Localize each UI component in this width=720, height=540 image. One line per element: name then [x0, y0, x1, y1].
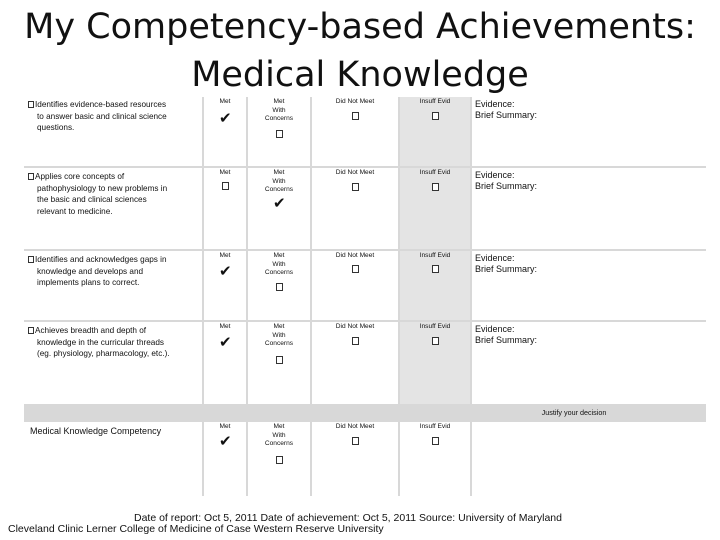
- met-with-concerns-header: Met With Concerns: [264, 423, 294, 448]
- row-4-description: Achieves breadth and depth of knowledge in the curricular threads (eg. physiology, pharmacology, etc.).: [28, 325, 204, 360]
- brief-summary-label: Brief Summary:: [475, 264, 538, 274]
- checkbox-empty[interactable]: [352, 183, 359, 191]
- checkmark-icon: ✔: [219, 109, 232, 127]
- competency-met-with-concerns-cell[interactable]: [248, 422, 310, 496]
- checkbox-empty[interactable]: [352, 437, 359, 445]
- insuff-evid-header: Insuff Evid: [419, 169, 451, 176]
- met-with-concerns-header: Met With Concerns: [264, 252, 294, 277]
- evidence-label: Evidence:: [475, 324, 515, 334]
- checkbox-empty[interactable]: [276, 456, 283, 464]
- checkbox-empty[interactable]: [276, 130, 283, 138]
- did-not-meet-header: Did Not Meet: [335, 423, 375, 430]
- insuff-evid-header: Insuff Evid: [419, 323, 451, 330]
- row-3-did-not-meet-cell[interactable]: [312, 251, 398, 320]
- row-1-met-cell[interactable]: [204, 97, 246, 166]
- report-footer-line-1: Date of report: Oct 5, 2011 Date of achievement: Oct 5, 2011 Source: University of Maryland: [134, 512, 562, 524]
- did-not-meet-header: Did Not Meet: [335, 98, 375, 105]
- page-title-line-1: My Competency-based Achievements:: [24, 7, 696, 47]
- met-header: Met: [219, 169, 231, 176]
- row-3-description-cell: [24, 251, 202, 320]
- met-header: Met: [219, 423, 231, 430]
- page-title-line-2: Medical Knowledge: [191, 55, 529, 95]
- checkbox-empty[interactable]: [432, 337, 439, 345]
- row-4-insuff-evid-cell[interactable]: [400, 322, 470, 404]
- row-4-met-cell[interactable]: [204, 322, 246, 404]
- met-header: Met: [219, 98, 231, 105]
- insuff-evid-header: Insuff Evid: [419, 423, 451, 430]
- row-3-insuff-evid-cell[interactable]: [400, 251, 470, 320]
- row-3-description: Identifies and acknowledges gaps in knowledge and develops and implements plans to correct.: [28, 254, 200, 289]
- checkmark-icon: ✔: [219, 262, 232, 280]
- met-with-concerns-header: Met With Concerns: [264, 98, 294, 123]
- bullet-icon: [28, 101, 34, 108]
- row-3-evidence-cell[interactable]: [472, 251, 706, 320]
- competency-label-cell: [24, 422, 202, 496]
- row-1-did-not-meet-cell[interactable]: [312, 97, 398, 166]
- row-4-did-not-meet-cell[interactable]: [312, 322, 398, 404]
- evidence-label: Evidence:: [475, 170, 515, 180]
- competency-met-cell[interactable]: [204, 422, 246, 496]
- checkbox-empty[interactable]: [352, 112, 359, 120]
- checkbox-empty[interactable]: [432, 265, 439, 273]
- checkbox-empty[interactable]: [222, 182, 229, 190]
- met-header: Met: [219, 323, 231, 330]
- evidence-label: Evidence:: [475, 253, 515, 263]
- report-footer-line-2: Cleveland Clinic Lerner College of Medicine of Case Western Reserve University: [8, 523, 384, 535]
- checkmark-icon: ✔: [219, 333, 232, 351]
- bullet-icon: [28, 256, 34, 263]
- checkmark-icon: ✔: [219, 432, 232, 450]
- row-4-met-with-concerns-cell[interactable]: [248, 322, 310, 404]
- row-3-met-cell[interactable]: [204, 251, 246, 320]
- row-2-description: Applies core concepts of pathophysiology to new problems in the basic and clinical sciences relevant to medicine.: [28, 171, 200, 217]
- row-1-description-cell: [24, 97, 202, 166]
- row-4-description-cell: [24, 322, 202, 404]
- brief-summary-label: Brief Summary:: [475, 335, 538, 345]
- row-2-description-cell: [24, 168, 202, 249]
- insuff-evid-header: Insuff Evid: [419, 252, 451, 259]
- competency-insuff-evid-cell[interactable]: [400, 422, 470, 496]
- checkmark-icon: ✔: [273, 194, 286, 212]
- did-not-meet-header: Did Not Meet: [335, 169, 375, 176]
- row-2-met-cell[interactable]: [204, 168, 246, 249]
- checkbox-empty[interactable]: [352, 337, 359, 345]
- checkbox-empty[interactable]: [432, 183, 439, 191]
- row-1-met-with-concerns-cell[interactable]: [248, 97, 310, 166]
- competency-did-not-meet-cell[interactable]: [312, 422, 398, 496]
- bullet-icon: [28, 173, 34, 180]
- competency-justification-cell[interactable]: [472, 422, 706, 496]
- row-2-met-with-concerns-cell[interactable]: [248, 168, 310, 249]
- bullet-icon: [28, 327, 34, 334]
- brief-summary-label: Brief Summary:: [475, 110, 538, 120]
- justify-decision-label: Justify your decision: [541, 408, 607, 417]
- row-1-description: Identifies evidence-based resources to answer basic and clinical science questions.: [28, 99, 200, 134]
- row-2-evidence-cell[interactable]: [472, 168, 706, 249]
- row-2-insuff-evid-cell[interactable]: [400, 168, 470, 249]
- did-not-meet-header: Did Not Meet: [335, 323, 375, 330]
- brief-summary-label: Brief Summary:: [475, 181, 538, 191]
- met-header: Met: [219, 252, 231, 259]
- did-not-meet-header: Did Not Meet: [335, 252, 375, 259]
- checkbox-empty[interactable]: [276, 283, 283, 291]
- row-1-evidence-cell[interactable]: [472, 97, 706, 166]
- insuff-evid-header: Insuff Evid: [419, 98, 451, 105]
- row-1-insuff-evid-cell[interactable]: [400, 97, 470, 166]
- competency-table: [24, 97, 706, 496]
- checkbox-empty[interactable]: [432, 437, 439, 445]
- evidence-label: Evidence:: [475, 99, 515, 109]
- met-with-concerns-header: Met With Concerns: [264, 323, 294, 348]
- checkbox-empty[interactable]: [276, 356, 283, 364]
- met-with-concerns-header: Met With Concerns: [264, 169, 294, 194]
- competency-label: Medical Knowledge Competency: [30, 426, 162, 436]
- row-4-evidence-cell[interactable]: [472, 322, 706, 404]
- checkbox-empty[interactable]: [432, 112, 439, 120]
- row-2-did-not-meet-cell[interactable]: [312, 168, 398, 249]
- checkbox-empty[interactable]: [352, 265, 359, 273]
- row-3-met-with-concerns-cell[interactable]: [248, 251, 310, 320]
